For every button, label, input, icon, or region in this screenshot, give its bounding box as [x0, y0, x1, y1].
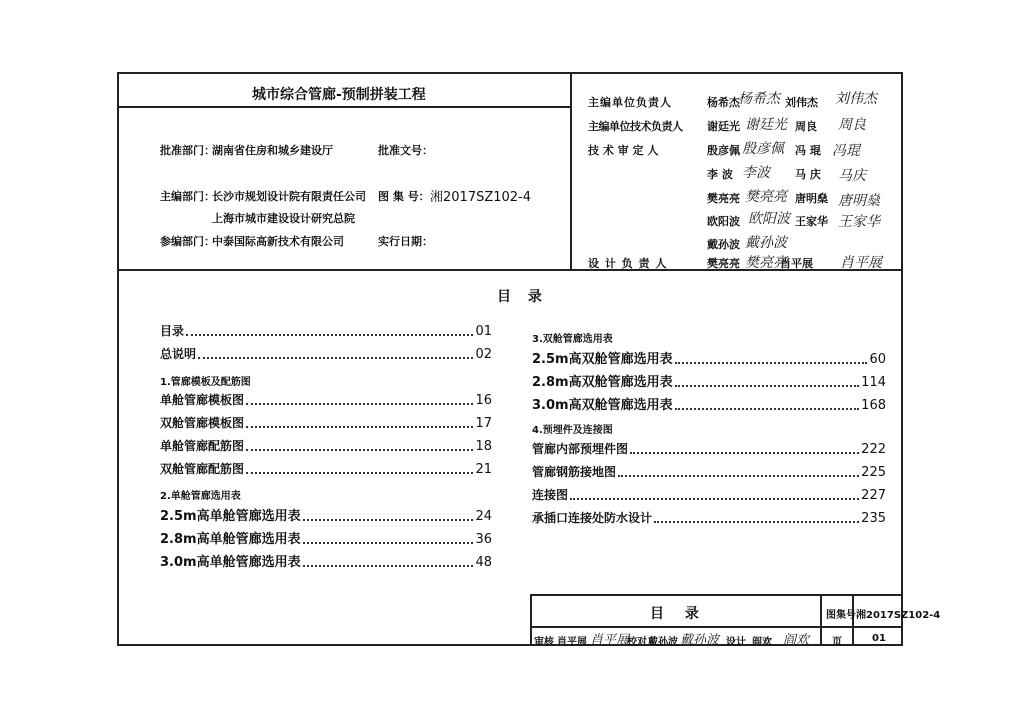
toc-entry-label: 单舱管廊模板图 [160, 393, 245, 407]
toc-heading: 目 录 [497, 289, 548, 305]
toc-leader-dots [198, 357, 473, 359]
signature: 殷彦佩 [742, 141, 784, 157]
signature: 唐明燊 [838, 193, 880, 209]
toc-entry-label: 单舱管廊配筋图 [160, 439, 245, 453]
page-number: 01 [872, 633, 886, 644]
toc-entry-page: 114 [861, 375, 886, 390]
role-label: 设 计 负 责 人 [588, 257, 668, 270]
person-name: 冯 琨 [795, 144, 821, 157]
toc-entry[interactable] [160, 322, 492, 339]
atlas-number: 湘2017SZ102-4 [430, 190, 532, 205]
toc-entry-label: 3.0m高单舱管廊选用表 [160, 555, 301, 570]
toc-entry[interactable] [160, 414, 492, 431]
person-name: 李 波 [707, 168, 733, 181]
toc-leader-dots [303, 565, 474, 567]
toc-entry-page: 222 [861, 442, 886, 457]
toc-entry-page: 24 [475, 509, 492, 524]
toc-entry-label: 3.0m高双舱管廊选用表 [532, 398, 673, 413]
editor-1: 长沙市规划设计院有限责任公司 [212, 190, 366, 203]
toc-entry[interactable] [532, 371, 886, 390]
signature: 周良 [838, 117, 866, 133]
toc-entry-label: 总说明 [160, 347, 197, 361]
toc-leader-dots [246, 426, 473, 428]
review-label: 审核 [534, 637, 554, 648]
toc-entry[interactable] [160, 505, 492, 524]
toc-leader-dots [630, 452, 859, 454]
person-name: 刘伟杰 [785, 96, 818, 109]
toc-section-heading: 3.双舱管廊选用表 [532, 334, 613, 345]
header-column-divider [570, 72, 572, 270]
person-name: 肖平展 [780, 257, 813, 270]
toc-leader-dots [246, 472, 473, 474]
effective-date-label: 实行日期： [378, 235, 433, 248]
role-label: 主编单位负责人 [588, 96, 672, 109]
signature: 杨希杰 [738, 91, 780, 107]
toc-entry[interactable] [532, 440, 886, 457]
toc-entry[interactable] [532, 486, 886, 503]
toc-leader-dots [303, 542, 474, 544]
design-label: 设计 [726, 637, 746, 648]
toc-entry[interactable] [532, 394, 886, 413]
title-block-title: 目 录 [650, 606, 707, 622]
check-label: 校对 [627, 637, 647, 648]
approve-dept: 湖南省住房和城乡建设厅 [212, 144, 333, 157]
toc-entry-page: 18 [475, 439, 492, 454]
toc-entry[interactable] [532, 463, 886, 480]
participant: 中泰国际高新技术有限公司 [212, 235, 344, 248]
signature: 欧阳波 [748, 211, 790, 227]
person-name: 戴孙波 [707, 238, 740, 251]
participant-label: 参编部门： [160, 235, 215, 248]
toc-entry-label: 管廊内部预埋件图 [532, 442, 629, 456]
person-name: 樊亮亮 [707, 257, 740, 270]
toc-entry-page: 16 [475, 393, 492, 408]
toc-leader-dots [303, 519, 474, 521]
reviewer-name: 肖平展 [557, 637, 587, 648]
toc-leader-dots [186, 334, 473, 336]
toc-entry[interactable] [160, 345, 492, 362]
toc-entry-label: 承插口连接处防水设计 [532, 511, 653, 525]
toc-entry[interactable] [532, 509, 886, 526]
title-block-top [530, 594, 903, 596]
toc-entry-page: 21 [475, 462, 492, 477]
toc-leader-dots [618, 475, 859, 477]
person-name: 唐明燊 [795, 192, 828, 205]
toc-entry-page: 36 [475, 532, 492, 547]
toc-section-heading: 2.单舱管廊选用表 [160, 491, 241, 502]
person-name: 欧阳波 [707, 215, 740, 228]
title-block-left [530, 594, 532, 646]
approve-dept-label: 批准部门： [160, 144, 215, 157]
toc-entry-page: 227 [861, 488, 886, 503]
signature: 刘伟杰 [835, 91, 877, 107]
title-block-divider [820, 594, 822, 646]
toc-entry-label: 双舱管廊模板图 [160, 416, 245, 430]
toc-entry-page: 02 [475, 347, 492, 362]
toc-section-heading: 4.预埋件及连接图 [532, 425, 613, 436]
toc-entry-label: 2.5m高双舱管廊选用表 [532, 352, 673, 367]
toc-entry-page: 225 [861, 465, 886, 480]
toc-entry-label: 双舱管廊配筋图 [160, 462, 245, 476]
signature: 马庆 [838, 168, 866, 184]
signature: 肖平展 [840, 255, 882, 271]
toc-leader-dots [570, 498, 859, 500]
toc-section-heading: 1.管廊模板及配筋图 [160, 377, 251, 388]
editor-label: 主编部门： [160, 190, 215, 203]
toc-entry[interactable] [160, 391, 492, 408]
person-name: 殷彦佩 [707, 144, 740, 157]
toc-entry-label: 连接图 [532, 488, 569, 502]
signature: 李波 [742, 165, 770, 181]
person-name: 谢廷光 [707, 120, 740, 133]
toc-entry-page: 235 [861, 511, 886, 526]
approve-doc-label: 批准文号： [378, 144, 433, 157]
header-title-underline [117, 106, 571, 108]
toc-entry[interactable] [160, 437, 492, 454]
checker-signature: 戴孙波 [680, 633, 720, 648]
toc-leader-dots [675, 408, 860, 410]
toc-entry-page: 60 [869, 352, 886, 367]
toc-entry[interactable] [532, 348, 886, 367]
person-name: 周良 [795, 120, 817, 133]
toc-entry[interactable] [160, 551, 492, 570]
atlas-number-label: 图集号 [826, 610, 856, 621]
signature: 樊亮亮 [745, 189, 787, 205]
role-label: 技 术 审 定 人 [588, 144, 659, 157]
page-label: 页 [832, 637, 842, 648]
toc-leader-dots [675, 385, 860, 387]
toc-entry-page: 01 [475, 324, 492, 339]
toc-entry-page: 48 [475, 555, 492, 570]
atlas-label: 图 集 号： [378, 190, 430, 203]
toc-entry-label: 目录 [160, 324, 185, 338]
toc-entry-label: 2.5m高单舱管廊选用表 [160, 509, 301, 524]
signature: 冯琨 [832, 143, 860, 159]
toc-entry-page: 168 [861, 398, 886, 413]
person-name: 樊亮亮 [707, 192, 740, 205]
signature: 樊亮亮 [745, 255, 787, 271]
project-title: 城市综合管廊-预制拼装工程 [252, 87, 426, 103]
toc-entry[interactable] [160, 528, 492, 547]
toc-entry-label: 2.8m高双舱管廊选用表 [532, 375, 673, 390]
person-name: 马 庆 [795, 168, 821, 181]
toc-entry[interactable] [160, 460, 492, 477]
person-name: 杨希杰 [707, 96, 740, 109]
atlas-number-value: 湘2017SZ102-4 [856, 610, 941, 621]
signature: 谢廷光 [745, 117, 787, 133]
designer-name: 阎欢 [752, 637, 772, 648]
signature: 戴孙波 [745, 235, 787, 251]
toc-entry-label: 2.8m高单舱管廊选用表 [160, 532, 301, 547]
toc-entry-label: 管廊钢筋接地图 [532, 465, 617, 479]
signature: 王家华 [838, 214, 880, 230]
checker-name: 戴孙波 [648, 637, 678, 648]
title-block-mid [530, 626, 903, 628]
toc-entry-page: 17 [475, 416, 492, 431]
toc-leader-dots [654, 521, 859, 523]
role-label: 主编单位技术负责人 [588, 120, 683, 133]
editor-2: 上海市城市建设设计研究总院 [212, 212, 355, 225]
toc-leader-dots [246, 449, 473, 451]
toc-leader-dots [675, 362, 868, 364]
toc-leader-dots [246, 403, 473, 405]
person-name: 王家华 [795, 215, 828, 228]
reviewer-signature: 肖平展 [590, 633, 630, 648]
designer-signature: 阎欢 [783, 633, 810, 648]
